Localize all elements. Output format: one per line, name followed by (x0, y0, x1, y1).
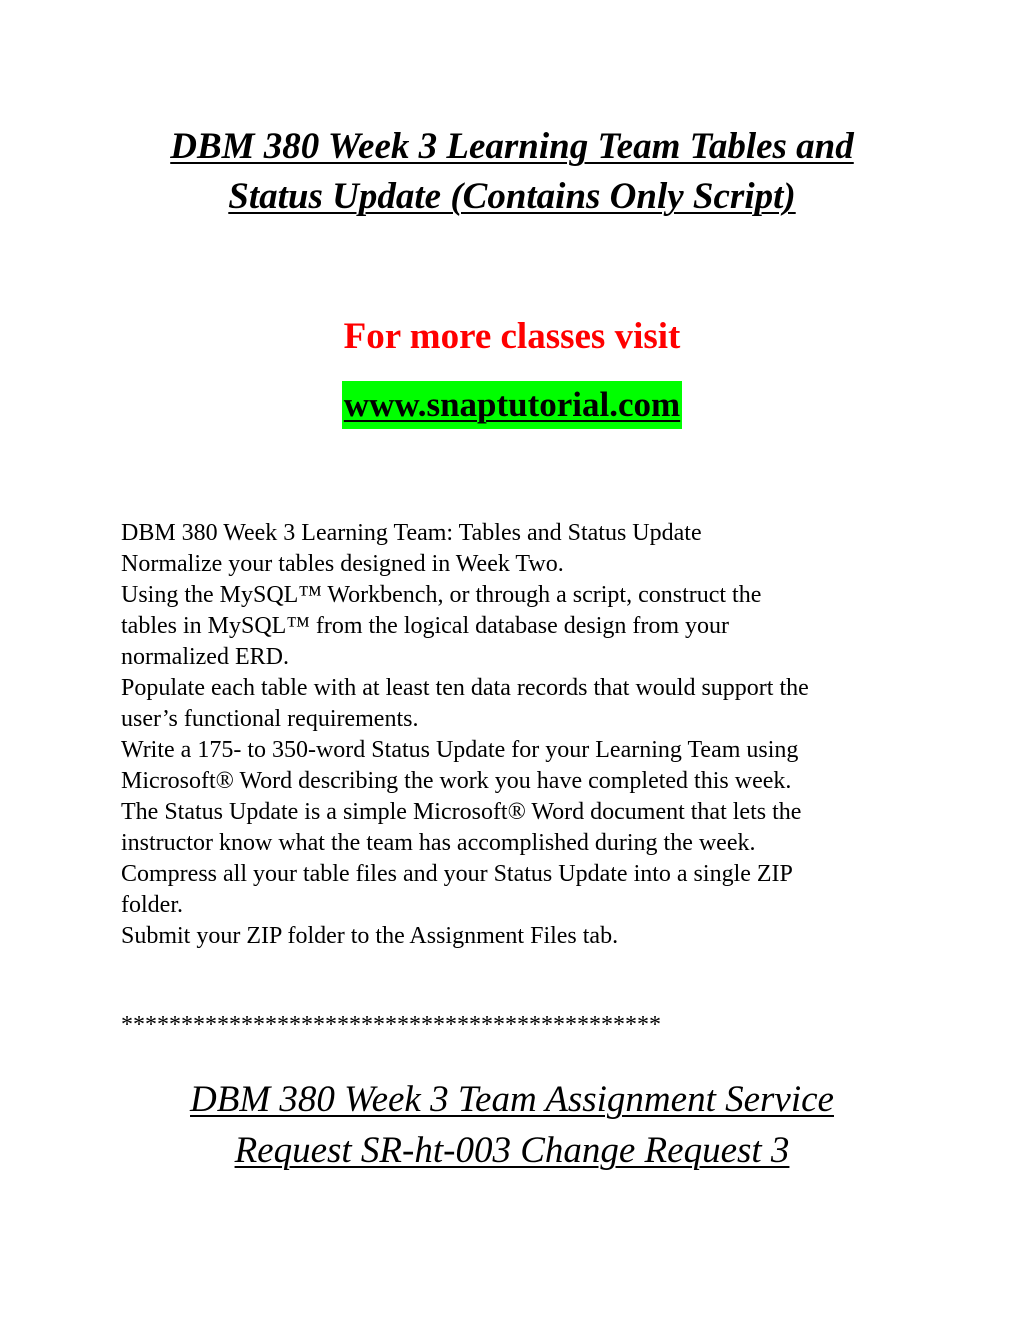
body-line: Using the MySQL™ Workbench, or through a script, construct the (121, 582, 762, 608)
promo-text: For more classes visit (343, 316, 681, 357)
promo-link[interactable]: www.snaptutorial.com (342, 381, 682, 429)
body-line: folder. (121, 892, 183, 918)
promo-link-container (0, 381, 1024, 429)
body-line: Submit your ZIP folder to the Assignment Files tab. (121, 923, 619, 949)
body-line: DBM 380 Week 3 Learning Team: Tables and Status Update (121, 520, 702, 546)
body-line: instructor know what the team has accomplished during the week. (121, 830, 756, 856)
body-line: user’s functional requirements. (121, 706, 419, 732)
body-line: Write a 175- to 350-word Status Update for your Learning Team using (121, 737, 799, 763)
body-line: Normalize your tables designed in Week Two. (121, 551, 564, 577)
page-title (0, 122, 1024, 222)
next-item-title-line-2: Request SR-ht-003 Change Request 3 (234, 1130, 790, 1171)
next-item-title (0, 1074, 1024, 1176)
page-title-line-2: Status Update (Contains Only Script) (228, 176, 796, 217)
next-item-title-line-1: DBM 380 Week 3 Team Assignment Service (190, 1079, 834, 1120)
body-line: Populate each table with at least ten data records that would support the (121, 675, 809, 701)
body-line: The Status Update is a simple Microsoft® Word document that lets the (121, 799, 802, 825)
page-title-line-1: DBM 380 Week 3 Learning Team Tables and (170, 126, 854, 167)
body-line: Microsoft® Word describing the work you have completed this week. (121, 768, 792, 794)
body-line: Compress all your table files and your Status Update into a single ZIP (121, 861, 793, 887)
separator-stars: ********************************************* (121, 1012, 661, 1038)
body-line: tables in MySQL™ from the logical database design from your (121, 613, 730, 639)
body-line: normalized ERD. (121, 644, 289, 670)
description-body (121, 518, 911, 952)
